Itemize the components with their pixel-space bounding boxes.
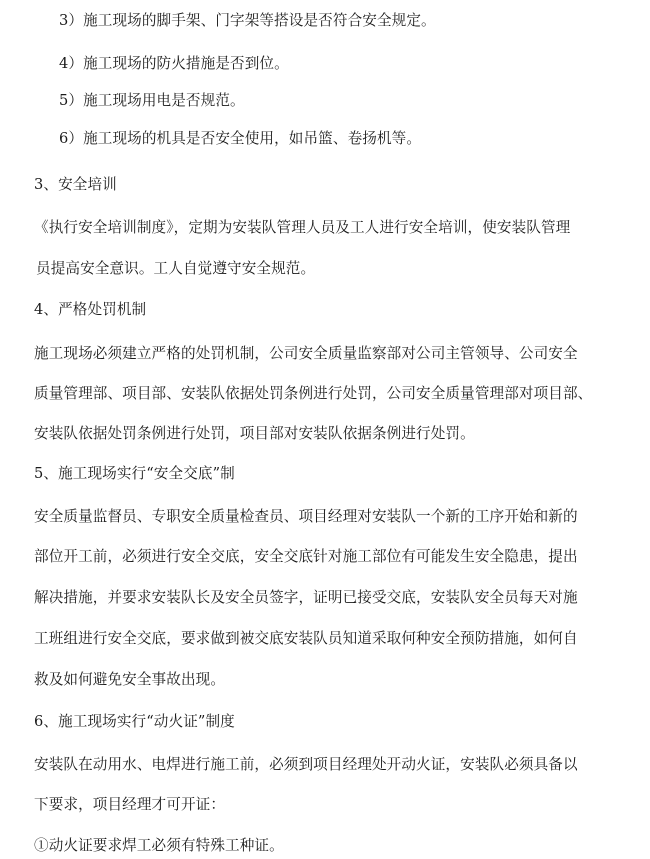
section-5-line-2: 部位开工前，必须进行安全交底，安全交底针对施工部位有可能发生安全隐患，提出 xyxy=(34,548,578,565)
check-item-6: 6）施工现场的机具是否安全使用，如吊篮、卷扬机等。 xyxy=(59,130,422,147)
section-5-line-3: 解决措施，并要求安装队长及安全员签字，证明已接受交底，安装队安全员每天对施 xyxy=(34,589,578,606)
section-3-heading: 3、安全培训 xyxy=(34,176,117,193)
check-item-4: 4）施工现场的防火措施是否到位。 xyxy=(59,55,289,72)
section-6-line-3: ①动火证要求焊工必须有特殊工种证。 xyxy=(34,837,284,854)
section-4-line-2: 质量管理部、项目部、安装队依据处罚条例进行处罚，公司安全质量管理部对项目部、 xyxy=(34,385,593,402)
section-4-line-3: 安装队依据处罚条例进行处罚，项目部对安装队依据条例进行处罚。 xyxy=(34,425,475,442)
section-6-line-2: 下要求，项目经理才可开证： xyxy=(34,796,226,813)
section-5-line-4: 工班组进行安全交底，要求做到被交底安装队员知道采取何种安全预防措施，如何自 xyxy=(34,630,578,647)
section-3-line-2: 员提高安全意识。工人自觉遵守安全规范。 xyxy=(36,260,316,277)
section-5-heading: 5、施工现场实行“安全交底”制 xyxy=(34,465,235,482)
section-6-line-1: 安装队在动用水、电焊进行施工前，必须到项目经理处开动火证，安装队必须具备以 xyxy=(34,756,578,773)
section-6-heading: 6、施工现场实行“动火证”制度 xyxy=(34,713,235,730)
section-5-line-1: 安全质量监督员、专职安全质量检查员、项目经理对安装队一个新的工序开始和新的 xyxy=(34,508,578,525)
section-3-line-1: 《执行安全培训制度》，定期为安装队管理人员及工人进行安全培训，使安装队管理 xyxy=(34,219,571,236)
check-item-5: 5）施工现场用电是否规范。 xyxy=(59,92,245,109)
section-5-line-5: 救及如何避免安全事故出现。 xyxy=(34,671,226,688)
check-item-3: 3）施工现场的脚手架、门字架等搭设是否符合安全规定。 xyxy=(59,12,436,29)
section-4-line-1: 施工现场必须建立严格的处罚机制，公司安全质量监察部对公司主管领导、公司安全 xyxy=(34,345,578,362)
section-4-heading: 4、严格处罚机制 xyxy=(34,301,147,318)
